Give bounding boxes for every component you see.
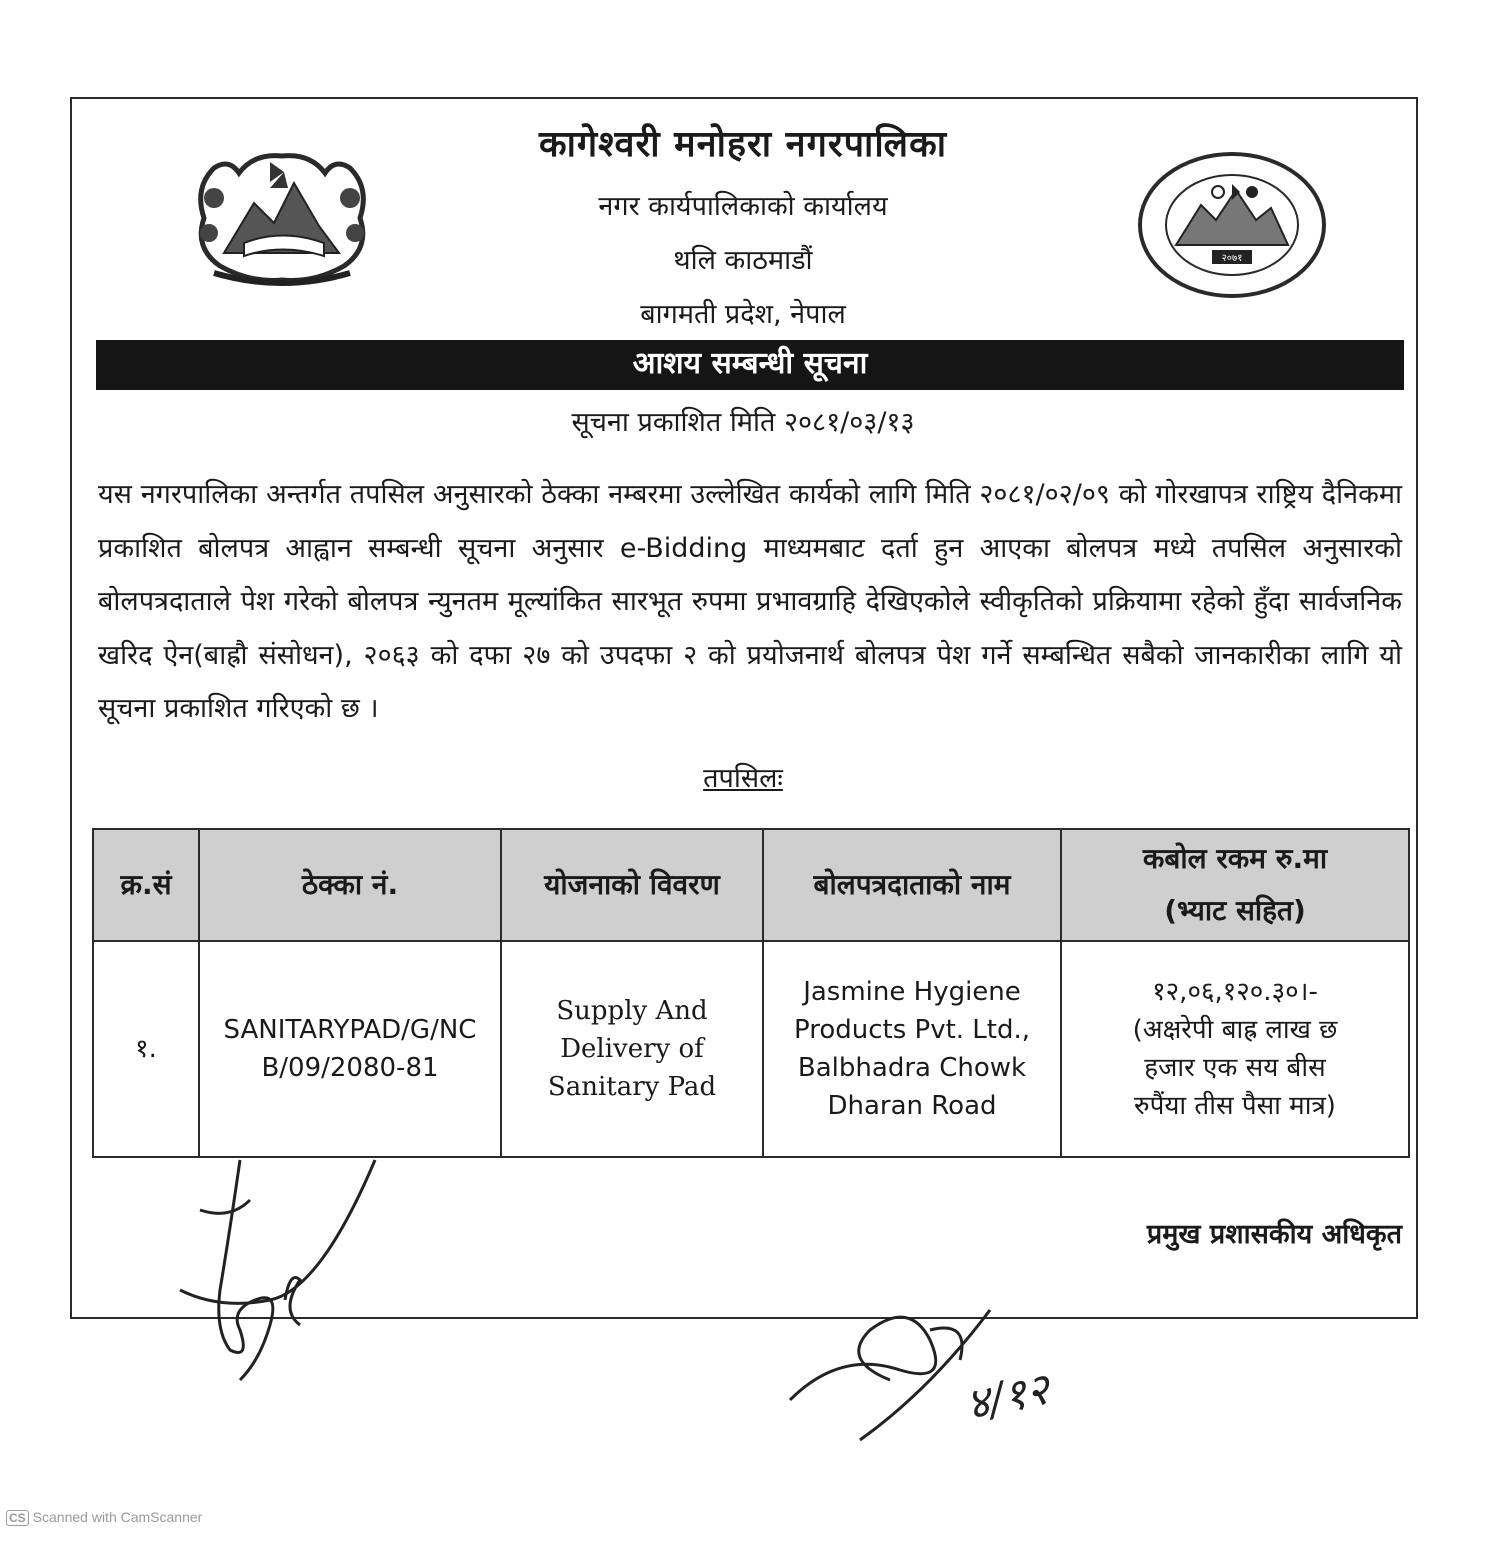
header-amount: कबोल रकम रु.मा (भ्याट सहित) — [1061, 829, 1409, 941]
officer-title: प्रमुख प्रशासकीय अधिकृत — [1146, 1219, 1402, 1250]
notice-banner: आशय सम्बन्धी सूचना — [96, 340, 1404, 390]
svg-text:२०७१: २०७१ — [1221, 253, 1243, 264]
office-address: थलि काठमाडौं — [673, 245, 813, 276]
cell-contract-no: SANITARYPAD/G/NC B/09/2080-81 — [199, 941, 501, 1157]
camscanner-icon: CS — [6, 1510, 29, 1526]
details-heading: तपसिलः — [703, 763, 783, 794]
office-name: नगर कार्यपालिकाको कार्यालय — [598, 191, 888, 222]
published-date: सूचना प्रकाशित मिति २०८१/०३/१३ — [571, 407, 915, 438]
province-name: बागमती प्रदेश, नेपाल — [640, 299, 846, 330]
municipality-name: कागेश्वरी मनोहरा नगरपालिका — [538, 124, 948, 165]
cell-project: Supply And Delivery of Sanitary Pad — [501, 941, 763, 1157]
signature-right-icon — [780, 1290, 1080, 1460]
cell-amount: १२,०६,१२०.३०।- (अक्षरेपी बाह्र लाख छ हजार एक सय बीस रुपैंया तीस पैसा मात्र) — [1061, 941, 1409, 1157]
table-row — [93, 941, 1409, 1157]
header-project: योजनाको विवरण — [501, 829, 763, 941]
header-bidder: बोलपत्रदाताको नाम — [763, 829, 1061, 941]
signature-left-icon — [160, 1150, 390, 1400]
svg-text:४/१२: ४/१२ — [961, 1363, 1054, 1431]
header-contract-no: ठेक्का नं. — [199, 829, 501, 941]
notice-body: यस नगरपालिका अन्तर्गत तपसिल अनुसारको ठेक्का नम्बरमा उल्लेखित कार्यको लागि मिति २०८१/०२/०९ को गोरखापत्र राष्ट्रिय दैनिकमा प्रकाशित बोलपत्र आह्वान सम्बन्धी सूचना अनुसार e-Bidding माध्यमबाट दर्ता हुन आएका बोलपत्र मध्ये तपसिल अनुसारको बोलपत्रदाताले पेश गरेको बोलपत्र न्युनतम मूल्यांकित सारभूत रुपमा प्रभावग्राहि देखिएकोले स्वीकृतिको प्रक्रियामा रहेको हुँदा सार्वजनिक खरिद ऐन(बाह्रौ संसोधन), २०६३ को दफा २७ को उपदफा २ को प्रयोजनार्थ बोलपत्र पेश गर्ने सम्बन्धित सबैको जानकारीका लागि यो सूचना प्रकाशित गरिएको छ । — [98, 479, 1402, 724]
cell-bidder: Jasmine Hygiene Products Pvt. Ltd., Balbhadra Chowk Dharan Road — [763, 941, 1061, 1157]
table-header-row — [93, 829, 1409, 941]
bid-table — [92, 828, 1410, 1158]
cell-sn: १. — [93, 941, 199, 1157]
camscanner-watermark: CS Scanned with CamScanner — [6, 1509, 202, 1526]
header-sn: क्र.सं — [93, 829, 199, 941]
municipality-seal-icon — [1136, 150, 1328, 300]
